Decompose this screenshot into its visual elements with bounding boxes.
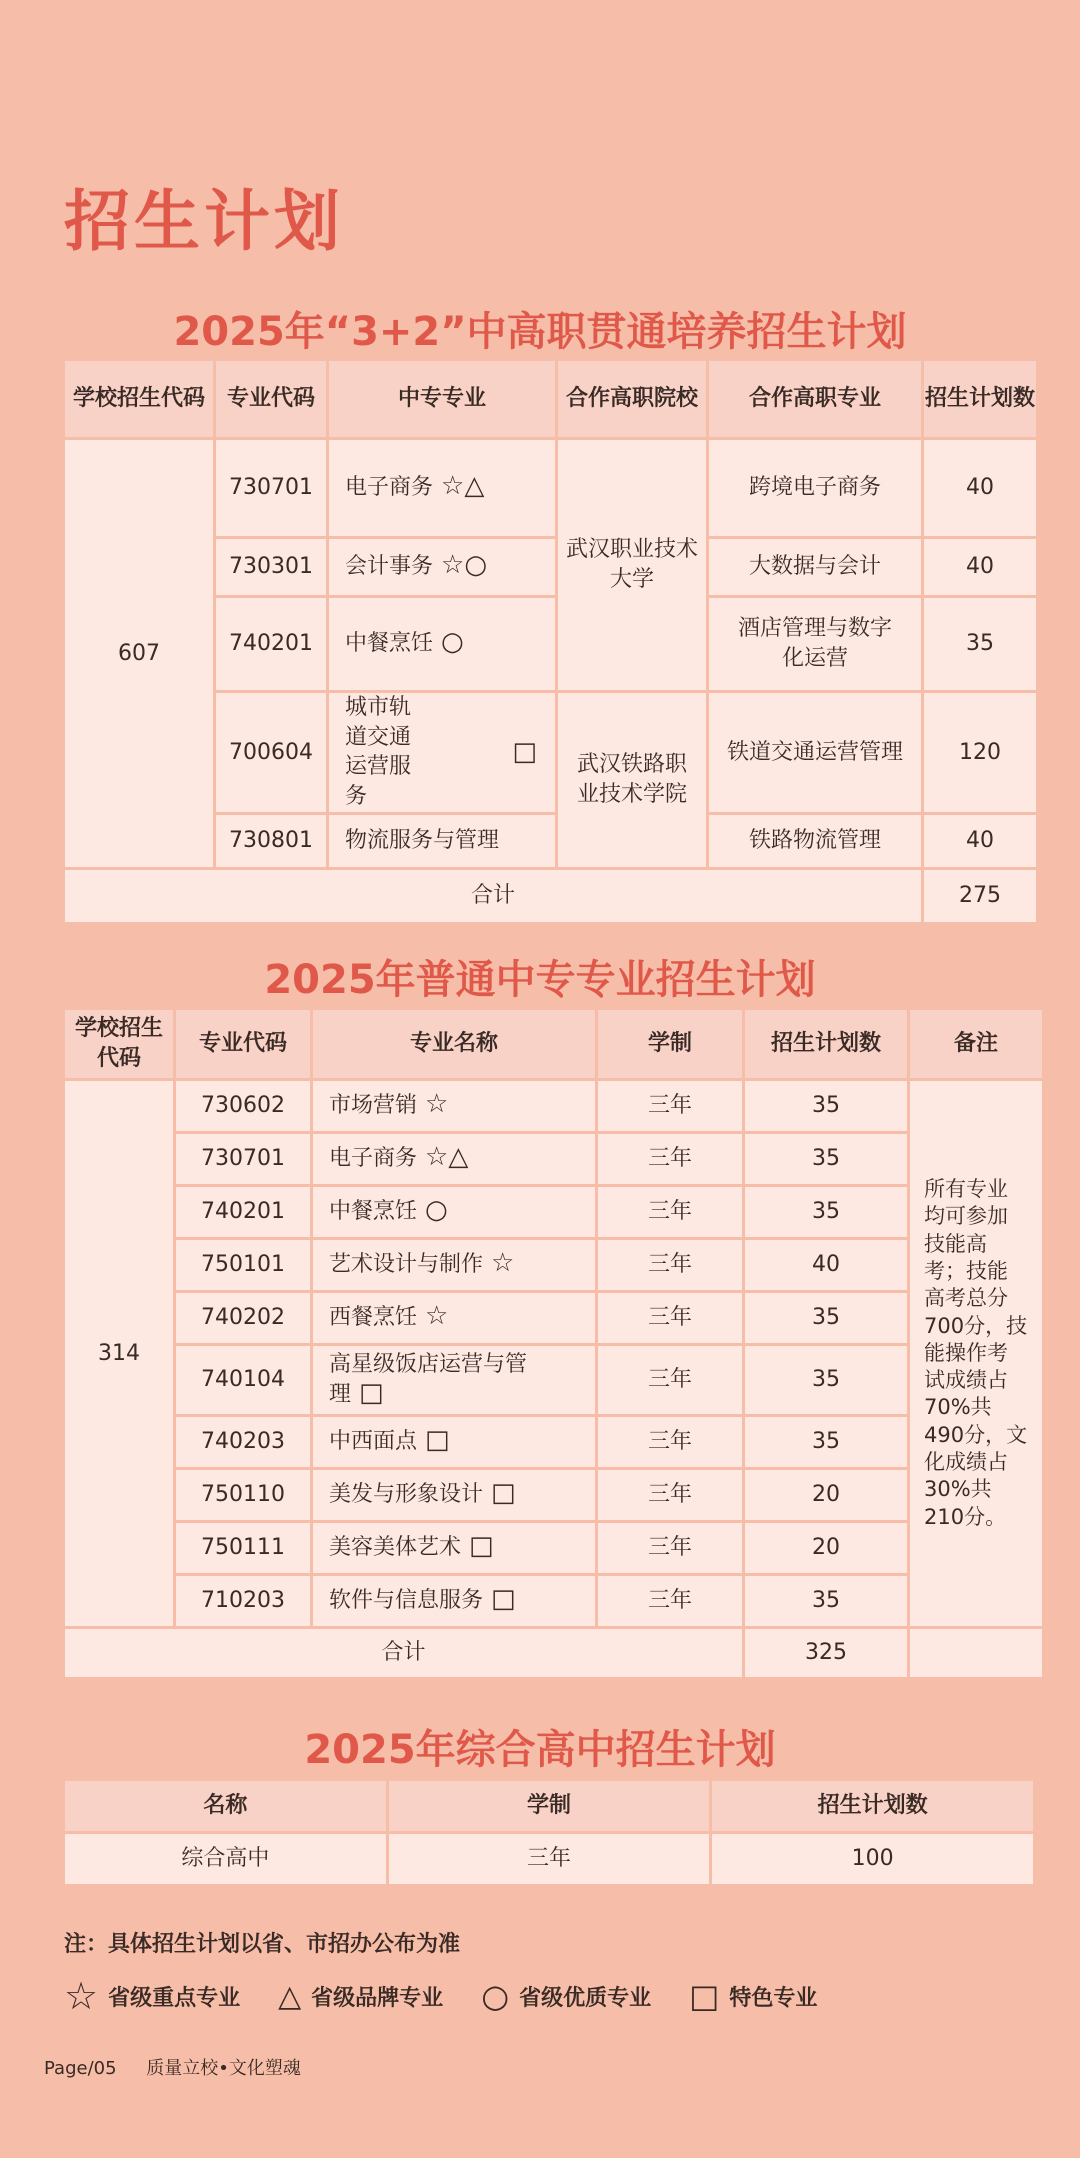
footer [44, 2054, 325, 2080]
partner-major: 铁道交通运营管理 [709, 693, 921, 812]
circle-icon: ○ [481, 1977, 510, 2015]
years: 三年 [598, 1240, 742, 1290]
legend-item [64, 1974, 240, 2018]
partner-major: 酒店管理与数字化运营 [709, 598, 921, 690]
major-name: 西餐烹饪 ☆ [313, 1293, 595, 1343]
major-code: 700604 [216, 693, 326, 812]
header-name: 名称 [65, 1781, 386, 1831]
major-name: 软件与信息服务 □ [313, 1576, 595, 1626]
school-code-cell: 314 [65, 1081, 173, 1626]
major-code: 750101 [176, 1240, 310, 1290]
legend-item [481, 1977, 651, 2015]
plan-count: 20 [745, 1470, 907, 1520]
plan-count: 35 [745, 1417, 907, 1467]
slogan: 质量立校•文化塑魂 [146, 2058, 301, 2079]
major-name: 电子商务 ☆△ [313, 1134, 595, 1184]
table-row [65, 1134, 1042, 1184]
plan-count: 35 [745, 1134, 907, 1184]
section3-title: 2025年综合高中招生计划 [304, 1727, 776, 1773]
note-text: 注：具体招生计划以省、市招办公布为准 [64, 1932, 461, 1957]
plan-count: 35 [924, 598, 1036, 690]
total-label: 合计 [65, 870, 921, 922]
header-school-code: 学校招生代码 [65, 361, 213, 437]
header-count: 招生计划数 [745, 1010, 907, 1078]
plan-count: 35 [745, 1187, 907, 1237]
header-major: 专业名称 [313, 1010, 595, 1078]
major-code: 740202 [176, 1293, 310, 1343]
total-label: 合计 [65, 1629, 742, 1677]
plan-count: 40 [745, 1240, 907, 1290]
marks-icon: □ [469, 1531, 494, 1562]
plan-count: 35 [745, 1081, 907, 1131]
header-count: 招生计划数 [712, 1781, 1033, 1831]
marks-icon: □ [359, 1378, 384, 1408]
square-icon: □ [689, 1977, 720, 2015]
total-row [65, 1629, 1042, 1677]
years: 三年 [598, 1187, 742, 1237]
star-icon: ☆ [64, 1974, 99, 2018]
header-years: 学制 [598, 1010, 742, 1078]
major-code: 730301 [216, 539, 326, 595]
major-code: 730602 [176, 1081, 310, 1131]
major-name: 美容美体艺术 □ [313, 1523, 595, 1573]
program-name: 综合高中 [65, 1834, 386, 1884]
years: 三年 [598, 1470, 742, 1520]
legend [64, 1974, 855, 2018]
table-row [65, 440, 1036, 536]
major-name: 市场营销 ☆ [313, 1081, 595, 1131]
header-major: 中专专业 [329, 361, 555, 437]
total-blank [910, 1629, 1042, 1677]
marks-icon: □ [425, 1425, 450, 1456]
years: 三年 [598, 1134, 742, 1184]
major-code: 750111 [176, 1523, 310, 1573]
years: 三年 [389, 1834, 710, 1884]
page-title: 招生计划 [64, 183, 344, 260]
table-row [65, 1417, 1042, 1467]
major-name: 艺术设计与制作 ☆ [313, 1240, 595, 1290]
years: 三年 [598, 1417, 742, 1467]
major-name: 美发与形象设计 □ [313, 1470, 595, 1520]
remark-cell: 所有专业均可参加技能高考；技能高考总分700分，技能操作考试成绩占70%共490分，文化成绩占30%共210分。 [910, 1081, 1042, 1626]
legend-label: 省级优质专业 [519, 1985, 652, 2011]
marks-icon: □ [491, 1584, 516, 1615]
years: 三年 [598, 1576, 742, 1626]
college-cell: 武汉铁路职业技术学院 [558, 693, 706, 867]
major-code: 730801 [216, 815, 326, 867]
school-code-cell: 607 [65, 440, 213, 867]
table-secondary [62, 1007, 1045, 1680]
plan-count: 20 [745, 1523, 907, 1573]
legend-label: 特色专业 [729, 1985, 818, 2011]
header-count: 招生计划数 [924, 361, 1036, 437]
major-code: 710203 [176, 1576, 310, 1626]
plan-count: 100 [712, 1834, 1033, 1884]
table-row [65, 1081, 1042, 1131]
marks-icon: □ [491, 1478, 516, 1509]
plan-count: 35 [745, 1576, 907, 1626]
major-code: 740203 [176, 1417, 310, 1467]
header-years: 学制 [389, 1781, 710, 1831]
major-name: 中餐烹饪 ○ [329, 598, 555, 690]
plan-count: 35 [745, 1293, 907, 1343]
major-name: 物流服务与管理 [329, 815, 555, 867]
marks-icon: ○ [441, 627, 464, 658]
partner-major: 跨境电子商务 [709, 440, 921, 536]
table-row [65, 1576, 1042, 1626]
marks-icon: ☆△ [425, 1142, 469, 1173]
major-code: 740201 [216, 598, 326, 690]
years: 三年 [598, 1346, 742, 1414]
table-row [65, 1834, 1033, 1884]
marks-icon: ○ [425, 1195, 448, 1226]
major-code: 730701 [176, 1134, 310, 1184]
section2-title: 2025年普通中专专业招生计划 [264, 957, 816, 1003]
major-code: 730701 [216, 440, 326, 536]
marks-icon: ☆ [491, 1248, 515, 1279]
plan-count: 35 [745, 1346, 907, 1414]
plan-count: 40 [924, 440, 1036, 536]
marks-icon: ☆○ [441, 550, 488, 581]
major-name: 中餐烹饪 ○ [313, 1187, 595, 1237]
plan-count: 40 [924, 539, 1036, 595]
years: 三年 [598, 1293, 742, 1343]
table-row [65, 1346, 1042, 1414]
legend-label: 省级重点专业 [108, 1985, 241, 2011]
major-name: 中西面点 □ [313, 1417, 595, 1467]
total-count: 275 [924, 870, 1036, 922]
major-name: 电子商务 ☆△ [329, 440, 555, 536]
header-partner-major: 合作高职专业 [709, 361, 921, 437]
header-major-code: 专业代码 [216, 361, 326, 437]
plan-count: 120 [924, 693, 1036, 812]
triangle-icon: △ [278, 1978, 302, 2014]
section1-title: 2025年“3+2”中高职贯通培养招生计划 [173, 309, 907, 355]
years: 三年 [598, 1523, 742, 1573]
marks-icon: ☆ [425, 1089, 449, 1120]
legend-item [689, 1977, 817, 2015]
major-name: 高星级饭店运营与管理 □ [313, 1346, 595, 1414]
major-code: 740201 [176, 1187, 310, 1237]
marks-icon: ☆ [425, 1301, 449, 1332]
marks-icon: ☆△ [441, 471, 485, 502]
legend-label: 省级品牌专业 [311, 1985, 444, 2011]
table-row [65, 1293, 1042, 1343]
major-code: 750110 [176, 1470, 310, 1520]
major-name: 会计事务 ☆○ [329, 539, 555, 595]
page-number: Page/05 [44, 2058, 117, 2079]
table-3plus2 [62, 358, 1039, 925]
partner-major: 大数据与会计 [709, 539, 921, 595]
header-school-code: 学校招生代码 [65, 1010, 173, 1078]
square-icon: □ [512, 737, 537, 768]
years: 三年 [598, 1081, 742, 1131]
total-row [65, 870, 1036, 922]
table-row [65, 1470, 1042, 1520]
table-row [65, 1187, 1042, 1237]
legend-item [278, 1979, 443, 2014]
table-row [65, 1523, 1042, 1573]
college-cell: 武汉职业技术大学 [558, 440, 706, 690]
major-code: 740104 [176, 1346, 310, 1414]
header-college: 合作高职院校 [558, 361, 706, 437]
partner-major: 铁路物流管理 [709, 815, 921, 867]
plan-count: 40 [924, 815, 1036, 867]
table-row [65, 1240, 1042, 1290]
total-count: 325 [745, 1629, 907, 1677]
header-remark: 备注 [910, 1010, 1042, 1078]
major-name: 城市轨道交通运营服务 □ [329, 693, 555, 812]
header-major-code: 专业代码 [176, 1010, 310, 1078]
table-comprehensive [62, 1778, 1036, 1887]
